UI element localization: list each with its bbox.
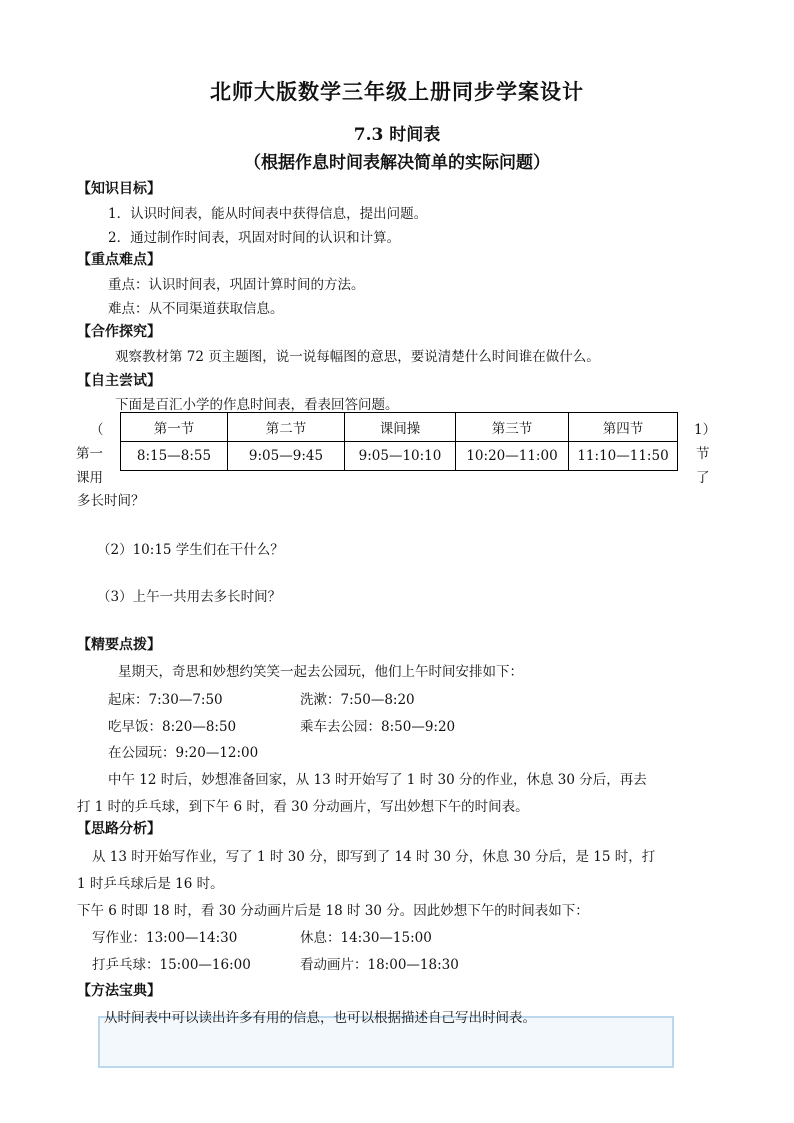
attempt-intro: 下面是百汇小学的作息时间表，看表回答问题。 bbox=[115, 397, 399, 413]
table-header-cell: 第三节 bbox=[456, 413, 569, 442]
q1-fragment: 节 bbox=[696, 446, 710, 462]
table-header-cell: 第一节 bbox=[121, 413, 228, 442]
knowledge-item: 1．认识时间表，能从时间表中获得信息，提出问题。 bbox=[108, 206, 428, 222]
analysis-line: 从 13 时开始写作业，写了 1 时 30 分，即写到了 14 时 30 分，休息 30 分后，是 15 时，打 bbox=[92, 849, 656, 865]
table-cell: 8:15—8:55 bbox=[121, 442, 228, 471]
keypoint-item: 重点：认识时间表，巩固计算时间的方法。 bbox=[108, 277, 365, 293]
knowledge-heading: 【知识目标】 bbox=[77, 181, 161, 197]
keypoints-heading: 【重点难点】 bbox=[77, 252, 161, 268]
table-cell: 9:05—10:10 bbox=[345, 442, 456, 471]
table-cell: 11:10—11:50 bbox=[569, 442, 678, 471]
example-intro: 星期天，奇思和妙想约笑笑一起去公园玩，他们上午时间安排如下： bbox=[118, 664, 523, 680]
question-2: （2）10:15 学生们在干什么？ bbox=[97, 542, 284, 558]
schedule-item: 洗漱：7:50—8:20 bbox=[300, 692, 415, 708]
analysis-heading: 【思路分析】 bbox=[77, 821, 161, 837]
attempt-heading: 【自主尝试】 bbox=[77, 373, 161, 389]
table-header-cell: 课间操 bbox=[345, 413, 456, 442]
schedule-item: 休息：14:30—15:00 bbox=[300, 930, 432, 946]
knowledge-item: 2．通过制作时间表，巩固对时间的认识和计算。 bbox=[108, 230, 401, 246]
table-row bbox=[121, 413, 678, 442]
method-heading: 【方法宝典】 bbox=[77, 983, 161, 999]
table-header-cell: 第二节 bbox=[228, 413, 345, 442]
lesson-title: 7.3 时间表 bbox=[353, 125, 441, 145]
table-cell: 9:05—9:45 bbox=[228, 442, 345, 471]
q1-fragment: 多长时间？ bbox=[77, 493, 145, 509]
q1-fragment: 了 bbox=[696, 470, 710, 486]
analysis-line: 下午 6 时即 18 时，看 30 分动画片后是 18 时 30 分。因此妙想下午的时间表如下： bbox=[77, 903, 589, 919]
q1-fragment: 课用 bbox=[76, 470, 103, 486]
example-heading: 【精要点拨】 bbox=[77, 637, 161, 653]
schedule-item: 看动画片：18:00—18:30 bbox=[300, 957, 459, 973]
lesson-subtitle: （根据作息时间表解决简单的实际问题） bbox=[244, 153, 550, 173]
q1-fragment: 第一 bbox=[76, 446, 103, 462]
q1-close: 1） bbox=[694, 422, 717, 438]
example-paragraph: 中午 12 时后，妙想准备回家，从 13 时开始写了 1 时 30 分的作业，休息 30 分后，再去 bbox=[108, 772, 647, 788]
schedule-item: 乘车去公园：8:50—9:20 bbox=[300, 719, 456, 735]
q1-open: （ bbox=[90, 422, 104, 438]
example-paragraph: 打 1 时的乒乓球，到下午 6 时，看 30 分动画片，写出妙想下午的时间表。 bbox=[77, 799, 529, 815]
schedule-item: 吃早饭：8:20—8:50 bbox=[108, 719, 237, 735]
question-3: （3）上午一共用去多长时间？ bbox=[97, 589, 282, 605]
keypoint-item: 难点：从不同渠道获取信息。 bbox=[108, 301, 284, 317]
schedule-item: 在公园玩：9:20—12:00 bbox=[108, 745, 259, 761]
schedule-item: 写作业：13:00—14:30 bbox=[92, 930, 238, 946]
document-title: 北师大版数学三年级上册同步学案设计 bbox=[210, 79, 584, 104]
analysis-line: 1 时乒乓球后是 16 时。 bbox=[77, 876, 224, 892]
explore-heading: 【合作探究】 bbox=[77, 324, 161, 340]
table-row bbox=[121, 442, 678, 471]
schedule-item: 起床：7:30—7:50 bbox=[108, 692, 223, 708]
schedule-item: 打乒乓球：15:00—16:00 bbox=[92, 957, 251, 973]
explore-text: 观察教材第 72 页主题图，说一说每幅图的意思，要说清楚什么时间谁在做什么。 bbox=[115, 349, 600, 365]
method-text: 从时间表中可以读出许多有用的信息，也可以根据描述自己写出时间表。 bbox=[104, 1010, 536, 1026]
table-header-cell: 第四节 bbox=[569, 413, 678, 442]
table-cell: 10:20—11:00 bbox=[456, 442, 569, 471]
schedule-table bbox=[120, 412, 678, 471]
